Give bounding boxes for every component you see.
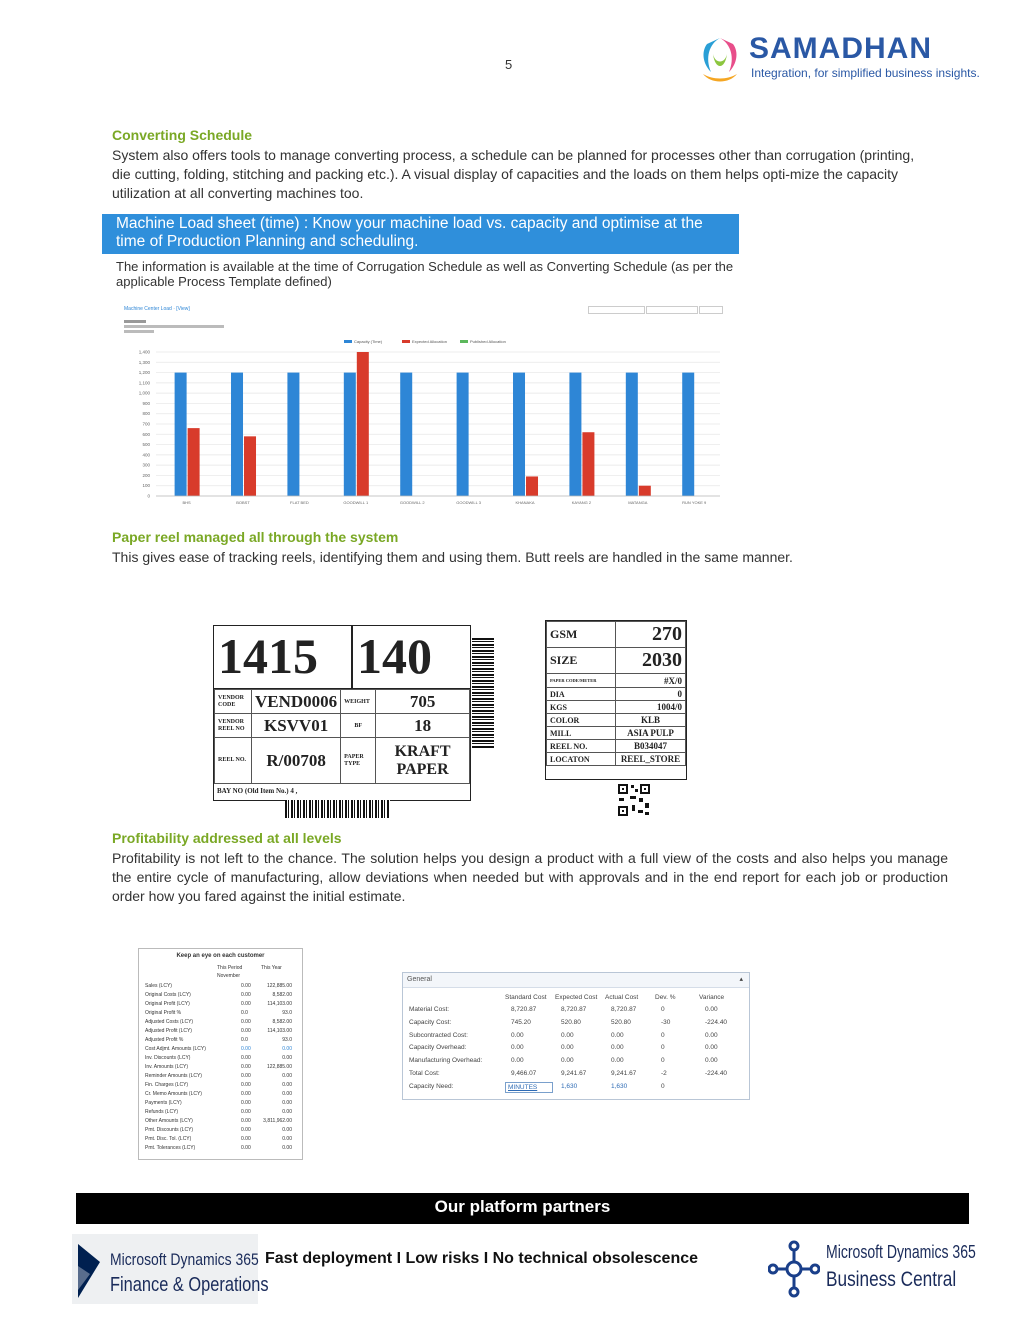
general-cell: -224.40 xyxy=(705,1070,728,1077)
business-central-icon xyxy=(768,1240,820,1298)
customer-row xyxy=(145,1063,296,1072)
bar xyxy=(582,432,594,496)
general-cell: -224.40 xyxy=(705,1018,728,1026)
general-cell: 0.00 xyxy=(705,1006,718,1013)
bar xyxy=(526,476,538,496)
general-row xyxy=(409,1055,743,1067)
bar xyxy=(244,436,256,496)
y-tick-label: 300 xyxy=(142,462,150,468)
ms-left-line2: Finance & Operations xyxy=(110,1274,269,1296)
customer-row-year: 93.0 xyxy=(282,1010,292,1016)
x-tick-label: KAYANG 2 xyxy=(571,500,592,505)
x-tick-label: GOODWILL 1 xyxy=(343,500,369,505)
customer-row-year: 122,885.00 xyxy=(266,983,292,989)
spec-row xyxy=(547,674,686,688)
general-row-label: Capacity Overhead: xyxy=(409,1044,467,1052)
weight-label: WEIGHT xyxy=(341,690,376,714)
customer-row-year: 0.00 xyxy=(282,1127,292,1133)
customer-row-year: 0.00 xyxy=(282,1136,292,1142)
ms-right-line2: Business Central xyxy=(826,1268,957,1291)
customer-row xyxy=(145,1081,296,1090)
vendor-reel-label: VENDOR REEL NO xyxy=(215,714,252,738)
spec-row xyxy=(547,714,686,727)
customer-row-label: Inv. Amounts (LCY) xyxy=(145,1064,188,1070)
spec-row xyxy=(547,622,686,648)
dynamics-icon xyxy=(76,1244,102,1298)
spec-row xyxy=(547,648,686,674)
customer-row-label: Refunds (LCY) xyxy=(145,1109,179,1115)
bar xyxy=(175,373,187,496)
y-tick-label: 100 xyxy=(142,483,150,489)
general-cell: 9,241.67 xyxy=(561,1070,587,1077)
y-tick-label: 500 xyxy=(142,442,150,448)
spec-row xyxy=(547,701,686,714)
y-tick-label: 1,400 xyxy=(138,349,150,355)
capacity-need-link[interactable]: 1,630 xyxy=(561,1082,578,1090)
general-row-label: Capacity Cost: xyxy=(409,1018,452,1026)
general-column-header: Standard Cost xyxy=(505,994,547,1001)
customer-row-year: 0.00 xyxy=(282,1091,292,1097)
machine-load-chart xyxy=(116,300,728,508)
brand-tagline: Integration, for simplified business insights. xyxy=(751,66,980,80)
spec-value: 2030 xyxy=(616,648,686,674)
spec-value: REEL_STORE xyxy=(616,753,686,766)
x-tick-label: KHANAKA xyxy=(515,500,535,505)
general-cell: 0.00 xyxy=(611,1057,624,1065)
general-cell: -30 xyxy=(661,1018,671,1026)
capacity-unit-field[interactable]: MINUTES xyxy=(505,1082,553,1093)
customer-row-year: 93.0 xyxy=(282,1037,292,1043)
chart-filter-panel xyxy=(124,320,224,334)
samadhan-logo-icon xyxy=(695,34,745,86)
general-cell: 0 xyxy=(661,1044,665,1052)
customer-row-period: 0.00 xyxy=(241,1145,251,1151)
ms-right-line1: Microsoft Dynamics 365 xyxy=(826,1242,976,1262)
general-cell: 0.00 xyxy=(511,1031,524,1039)
customer-row-year: 122,885.00 xyxy=(266,1064,292,1070)
general-cell: 520.80 xyxy=(561,1018,581,1026)
spec-key: MILL xyxy=(547,727,616,740)
customer-row-period: 0.00 xyxy=(241,1001,251,1007)
customer-row-period: 0.00 xyxy=(241,1082,251,1088)
general-cell: 8,720.87 xyxy=(561,1006,587,1013)
general-cell: 0.00 xyxy=(511,1044,524,1052)
customer-row-period: 0.0 xyxy=(241,1010,248,1016)
x-tick-label: FLAT BED xyxy=(290,500,309,505)
customer-row xyxy=(145,1018,296,1027)
general-row-label: Manufacturing Overhead: xyxy=(409,1057,483,1065)
capacity-need-link[interactable]: 1,630 xyxy=(611,1082,628,1090)
chart-nav-buttons[interactable] xyxy=(699,306,723,314)
spec-row xyxy=(547,727,686,740)
customer-row xyxy=(145,1027,296,1036)
customer-row xyxy=(145,1090,296,1099)
customer-row-label: Cost Adjmt. Amounts (LCY) xyxy=(145,1046,206,1052)
spec-row xyxy=(547,753,686,766)
general-cell: 0.00 xyxy=(561,1044,574,1052)
reel-vertical-barcode xyxy=(472,638,494,748)
legend-swatch xyxy=(402,340,410,343)
customer-row xyxy=(145,1108,296,1117)
reel-horizontal-barcode xyxy=(285,800,390,818)
bar xyxy=(639,486,651,496)
customer-row-year: 0.00 xyxy=(282,1109,292,1115)
brand-name: SAMADHAN xyxy=(749,32,932,65)
general-cell: 0.00 xyxy=(561,1057,574,1065)
customer-row-period: 0.00 xyxy=(241,1028,251,1034)
customer-row-period: 0.00 xyxy=(241,983,251,989)
y-tick-label: 900 xyxy=(142,400,150,406)
vendor-reel-value: KSVV01 xyxy=(252,714,341,738)
y-tick-label: 800 xyxy=(142,411,150,417)
general-row xyxy=(409,1081,743,1093)
general-cell: 9,466.07 xyxy=(511,1070,537,1077)
y-tick-label: 1,300 xyxy=(138,359,150,365)
section-title-converting: Converting Schedule xyxy=(112,127,253,143)
general-row-label: Total Cost: xyxy=(409,1070,440,1077)
general-header-row xyxy=(409,992,743,1004)
page-number: 5 xyxy=(505,57,513,72)
reel-label xyxy=(213,625,471,801)
section-body-converting: System also offers tools to manage converting process, a schedule can be planned for processes other than corrugation (printing, die cutting, folding, stitching and packing etc.). A visual display of capacities and the loads on them helps opti-mize the capacity utilization at all converting machines too. xyxy=(112,147,915,201)
legend-label: Published Allocation xyxy=(470,339,506,344)
general-row-label: Material Cost: xyxy=(409,1006,450,1013)
customer-row-label: Inv. Discounts (LCY) xyxy=(145,1055,191,1061)
legend-label: Expected Allocation xyxy=(412,339,447,344)
customer-row xyxy=(145,1045,296,1054)
spec-table xyxy=(546,621,686,766)
customer-row-period: 0.00 xyxy=(241,1118,251,1124)
general-cell: 8,720.87 xyxy=(611,1006,637,1013)
spec-label xyxy=(545,620,687,780)
customer-row-label: Original Profit % xyxy=(145,1010,182,1016)
spec-value: KLB xyxy=(616,714,686,727)
general-cost-panel xyxy=(402,972,750,1100)
x-tick-label: RUN YOKE 9 xyxy=(682,500,707,505)
general-cell: 0.00 xyxy=(561,1031,574,1039)
customer-row xyxy=(145,991,296,1000)
general-cell: 0.00 xyxy=(611,1044,624,1052)
spec-key: LOCATON xyxy=(547,753,616,766)
general-row xyxy=(409,1042,743,1054)
bf-value: 18 xyxy=(376,714,470,738)
spec-value: 270 xyxy=(616,622,686,648)
customer-row-period: 0.00 xyxy=(241,1127,251,1133)
bar xyxy=(231,373,243,496)
customer-col-period: This Period xyxy=(217,965,243,971)
general-cell: 0 xyxy=(661,1006,665,1013)
customer-row-period: 0.00 xyxy=(241,1091,251,1097)
chart-plot xyxy=(116,338,728,508)
x-tick-label: GOODWILL 3 xyxy=(456,500,481,505)
customer-row-label: Pmt. Tolerances (LCY) xyxy=(145,1145,196,1151)
customer-row xyxy=(145,1135,296,1144)
customer-row-year: 3,811,962.00 xyxy=(263,1118,292,1124)
bf-label: BF xyxy=(341,714,376,738)
customer-col-year: This Year xyxy=(261,965,282,971)
spec-key: KGS xyxy=(547,701,616,714)
customer-row-label: Payments (LCY) xyxy=(145,1100,182,1106)
general-row-label: Capacity Need: xyxy=(409,1082,454,1090)
ms-left-line1: Microsoft Dynamics 365 xyxy=(110,1250,259,1269)
section-title-paper-reel: Paper reel managed all through the system xyxy=(112,529,399,545)
general-cell: 8,720.87 xyxy=(511,1006,537,1013)
ms-dynamics-finance-logo xyxy=(72,1234,269,1304)
qr-code-icon xyxy=(617,783,651,817)
customer-row-label: Adjusted Costs (LCY) xyxy=(145,1019,194,1025)
general-cell: 0 xyxy=(661,1082,665,1090)
y-tick-label: 0 xyxy=(147,493,150,499)
customer-row xyxy=(145,1117,296,1126)
y-tick-label: 1,200 xyxy=(138,370,150,376)
customer-row-label: Adjusted Profit % xyxy=(145,1037,184,1043)
customer-row xyxy=(145,1072,296,1081)
customer-row-period: 0.00 xyxy=(241,1109,251,1115)
y-tick-label: 1,100 xyxy=(138,380,150,386)
bar xyxy=(457,373,469,496)
vendor-code-label: VENDOR CODE xyxy=(215,690,252,714)
vendor-code-value: VEND0006 xyxy=(252,690,341,714)
customer-row-year: 8,582.00 xyxy=(272,1019,292,1025)
customer-row-label: Reminder Amounts (LCY) xyxy=(145,1073,202,1079)
customer-panel-title: Keep an eye on each customer xyxy=(176,953,265,959)
bar xyxy=(569,373,581,496)
customer-row-period: 0.00 xyxy=(241,1064,251,1070)
customer-row-year: 0.00 xyxy=(282,1100,292,1106)
reel-no-label: REEL NO. xyxy=(215,738,252,784)
bar xyxy=(188,428,200,496)
bar xyxy=(357,352,369,496)
bar xyxy=(400,373,412,496)
y-tick-label: 700 xyxy=(142,421,150,427)
y-tick-label: 1,000 xyxy=(138,390,150,396)
customer-row-year: 0.00 xyxy=(282,1145,292,1151)
spec-value: #X/0 xyxy=(616,674,686,688)
chart-title: Machine Center Load · [View] xyxy=(124,306,190,312)
chart-search-input[interactable] xyxy=(588,306,645,314)
general-column-header: Expected Cost xyxy=(555,994,598,1001)
general-cell: 0.00 xyxy=(511,1057,524,1065)
customer-row-year: 114,103.00 xyxy=(267,1001,292,1007)
bar xyxy=(626,373,638,496)
customer-row xyxy=(145,1126,296,1135)
general-cell: 9,241.67 xyxy=(611,1070,637,1077)
general-row xyxy=(409,1030,743,1042)
reel-sub-id: 140 xyxy=(357,628,432,684)
general-cell: 0 xyxy=(661,1057,665,1065)
general-cell: 0.00 xyxy=(705,1044,718,1052)
spec-row xyxy=(547,688,686,701)
customer-row-period: 0.00 xyxy=(241,1019,251,1025)
legend-label: Capacity (Time) xyxy=(354,339,383,344)
customer-row xyxy=(145,1054,296,1063)
general-panel-title: General xyxy=(407,976,432,983)
customer-row-label: Pmt. Discounts (LCY) xyxy=(145,1127,194,1133)
customer-row xyxy=(145,1099,296,1108)
customer-period: November xyxy=(217,973,241,979)
spec-key: COLOR xyxy=(547,714,616,727)
customer-row-year: 0.00 xyxy=(282,1082,292,1088)
spec-key: SIZE xyxy=(547,648,616,674)
bar xyxy=(513,373,525,496)
general-cell: -2 xyxy=(661,1070,667,1077)
customer-row-period: 0.00 xyxy=(241,1136,251,1142)
general-column-header: Variance xyxy=(699,994,725,1001)
customer-row-year: 8,582.00 xyxy=(272,992,292,998)
customer-row-period: 0.00 xyxy=(241,1055,251,1061)
general-column-header: Dev. % xyxy=(655,994,676,1001)
customer-row-year: 114,103.00 xyxy=(267,1028,292,1034)
general-row-label: Subcontracted Cost: xyxy=(409,1031,468,1039)
bay-no: BAY NO (Old Item No.) 4 , xyxy=(217,787,298,795)
samadhan-logo xyxy=(695,32,995,86)
customer-row-period: 0.00 xyxy=(241,1100,251,1106)
customer-row-label: Original Costs (LCY) xyxy=(145,992,191,998)
y-tick-label: 600 xyxy=(142,431,150,437)
customer-row-period: 0.00 xyxy=(241,1073,251,1079)
paper-type-value: KRAFT PAPER xyxy=(376,738,470,784)
customer-row-year: 0.00 xyxy=(282,1055,292,1061)
customer-row xyxy=(145,1144,296,1153)
weight-value: 705 xyxy=(376,690,470,714)
x-tick-label: BOBST xyxy=(236,500,250,505)
footer-tagline: Fast deployment I Low risks I No technical obsolescence xyxy=(265,1250,699,1267)
customer-row xyxy=(145,1000,296,1009)
legend-swatch xyxy=(344,340,352,343)
customer-row-period: 0.00 xyxy=(241,1046,251,1052)
reel-no-value: R/00708 xyxy=(252,738,341,784)
general-row xyxy=(409,1017,743,1029)
spec-value: 0 xyxy=(616,688,686,701)
customer-row xyxy=(145,982,296,991)
customer-row xyxy=(145,1036,296,1045)
x-tick-label: MATANGA xyxy=(628,500,648,505)
general-cell: 520.80 xyxy=(611,1018,631,1026)
spec-key: PAPER CODE/METER xyxy=(547,674,616,688)
legend-swatch xyxy=(460,340,468,343)
general-cell: 745.20 xyxy=(511,1018,531,1026)
general-cell: 0.00 xyxy=(705,1031,718,1039)
spec-row xyxy=(547,740,686,753)
customer-row-period: 0.0 xyxy=(241,1037,248,1043)
customer-row-period: 0.00 xyxy=(241,992,251,998)
bar xyxy=(682,373,694,496)
ms-dynamics-bc-logo xyxy=(768,1238,978,1300)
customer-row-label: Fin. Charges (LCY) xyxy=(145,1082,189,1088)
section-title-profitability: Profitability addressed at all levels xyxy=(112,830,342,846)
spec-value: ASIA PULP xyxy=(616,727,686,740)
bar xyxy=(287,373,299,496)
spec-value: B034047 xyxy=(616,740,686,753)
general-cell: 0.00 xyxy=(705,1057,718,1065)
collapse-icon[interactable]: ▴ xyxy=(739,976,743,983)
section-body-profitability: Profitability is not left to the chance. The solution helps you design a product with a full view of the costs and also helps you manage the entire cycle of manufacturing, allow deviations when needed but with approvals and in the end report for each job or production order how you fared against the initial estimate. xyxy=(112,850,948,904)
x-tick-label: GOODWILL 2 xyxy=(399,500,425,505)
general-cell: 0.00 xyxy=(611,1031,624,1039)
general-row xyxy=(409,1004,743,1016)
spec-key: REEL NO. xyxy=(547,740,616,753)
bar xyxy=(344,373,356,496)
customer-row-label: Sales (LCY) xyxy=(145,983,172,989)
customer-row-label: Other Amounts (LCY) xyxy=(145,1118,193,1124)
partners-bar: Our platform partners xyxy=(76,1193,969,1224)
customer-row-label: Adjusted Profit (LCY) xyxy=(145,1028,192,1034)
customer-row-label: Original Profit (LCY) xyxy=(145,1001,190,1007)
x-tick-label: BHS xyxy=(182,500,191,505)
customer-statistics-panel xyxy=(138,948,303,1160)
chart-filter-select[interactable] xyxy=(646,306,698,314)
y-tick-label: 400 xyxy=(142,452,150,458)
reel-id: 1415 xyxy=(218,628,318,684)
customer-row-year: 0.00 xyxy=(282,1073,292,1079)
paper-type-label: PAPER TYPE xyxy=(341,738,376,784)
machine-load-banner: Machine Load sheet (time) : Know your machine load vs. capacity and optimise at the time of Production Planning and scheduling. xyxy=(102,214,739,254)
customer-row-label: Cr. Memo Amounts (LCY) xyxy=(145,1091,202,1097)
y-tick-label: 200 xyxy=(142,472,150,478)
general-cell: 0 xyxy=(661,1031,665,1039)
customer-row xyxy=(145,1009,296,1018)
customer-row-label: Pmt. Disc. Tol. (LCY) xyxy=(145,1136,192,1142)
spec-key: DIA xyxy=(547,688,616,701)
general-column-header: Actual Cost xyxy=(605,994,639,1001)
spec-key: GSM xyxy=(547,622,616,648)
customer-row-year: 0.00 xyxy=(282,1046,292,1052)
machine-load-subtitle: The information is available at the time of Corrugation Schedule as well as Converting Schedule (as per the applicable Process Template defined) xyxy=(116,259,734,289)
general-row xyxy=(409,1068,743,1080)
section-body-paper-reel: This gives ease of tracking reels, identifying them and using them. Butt reels are handled in the same manner. xyxy=(112,549,793,565)
spec-value: 1004/0 xyxy=(616,701,686,714)
